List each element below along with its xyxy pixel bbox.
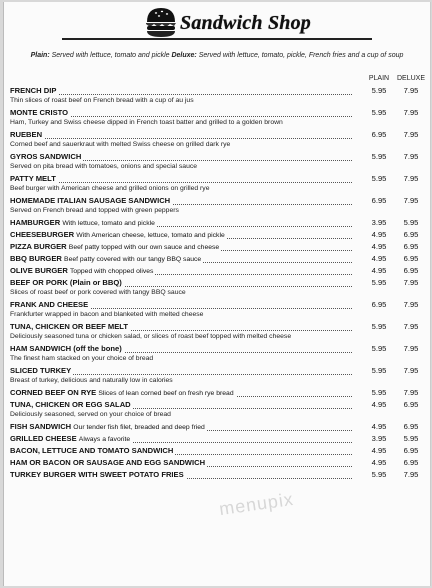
menu-item-title: GYROS SANDWICH: [10, 152, 82, 161]
price-deluxe: 7.95: [403, 344, 419, 353]
menu-item-row: [10, 174, 424, 185]
menu-item-row: [10, 434, 424, 445]
column-header-plain: PLAIN: [368, 75, 390, 82]
price-deluxe: 7.95: [403, 470, 419, 479]
price-plain: 5.95: [371, 174, 387, 183]
menu-item-title: MONTE CRISTO: [10, 108, 69, 117]
menu-item-description: Slices of roast beef or pork covered with tangy BBQ sauce: [10, 289, 186, 296]
menu-item-inline-description: Beef patty covered with our tangy BBQ sauce: [64, 256, 202, 263]
menu-item-row: [10, 254, 424, 265]
menu-item-title: RUEBEN: [10, 130, 43, 139]
menu-item-name: [10, 130, 44, 139]
serving-note: [4, 52, 430, 59]
price-plain: 4.95: [371, 458, 387, 467]
price-plain: 5.95: [371, 108, 387, 117]
price-deluxe: 7.95: [403, 388, 419, 397]
menu-item-name: [10, 458, 207, 467]
price-plain: 4.95: [371, 242, 387, 251]
menu-item-title: CORNED BEEF ON RYE: [10, 388, 97, 397]
price-deluxe: 6.95: [403, 230, 419, 239]
price-deluxe: 7.95: [403, 152, 419, 161]
menu-item-inline-description: Slices of lean corned beef on fresh rye bread: [98, 390, 234, 397]
price-deluxe: 5.95: [403, 218, 419, 227]
price-plain: 4.95: [371, 230, 387, 239]
price-deluxe: 7.95: [403, 196, 419, 205]
menu-item-name: [10, 434, 132, 443]
menu-item-title: OLIVE BURGER: [10, 266, 68, 275]
price-plain: 6.95: [371, 130, 387, 139]
price-deluxe: 7.95: [403, 174, 419, 183]
plain-description: Served with lettuce, tomato and pickle: [49, 52, 172, 59]
menu-item-description: Thin slices of roast beef on French bread with a cup of au jus: [10, 97, 194, 104]
price-deluxe: 6.95: [403, 266, 419, 275]
menu-item-name: [10, 278, 124, 287]
menu-item-row: [10, 196, 424, 207]
menu-item-name: [10, 470, 186, 479]
menu-item-description: Corned beef and sauerkraut with melted Swiss cheese on grilled dark rye: [10, 141, 231, 148]
price-deluxe: 7.95: [403, 366, 419, 375]
menu-item-description: Deliciously seasoned tuna or chicken salad, or slices of roast beef topped with melted cheese: [10, 333, 292, 340]
menu-item-row: [10, 470, 424, 481]
menu-item-name: [10, 108, 70, 117]
page-title: Sandwich Shop: [180, 12, 311, 34]
menu-item-row: [10, 322, 424, 333]
price-deluxe: 7.95: [403, 130, 419, 139]
menu-item-row: [10, 130, 424, 141]
price-deluxe: 5.95: [403, 434, 419, 443]
price-plain: 5.95: [371, 470, 387, 479]
menu-item-title: HAMBURGER: [10, 218, 61, 227]
price-plain: 3.95: [371, 434, 387, 443]
menu-item-title: BACON, LETTUCE AND TOMATO SANDWICH: [10, 446, 174, 455]
deluxe-label: Deluxe:: [171, 52, 197, 59]
price-deluxe: 7.95: [403, 278, 419, 287]
title-underline: [62, 38, 372, 40]
menu-item-row: [10, 152, 424, 163]
menu-item-row: [10, 108, 424, 119]
menu-item-inline-description: With American cheese, lettuce, tomato and pickle: [76, 232, 225, 239]
menu-item-description: Served on French bread and topped with green peppers: [10, 207, 179, 214]
menu-item-row: [10, 300, 424, 311]
menu-item-row: [10, 242, 424, 253]
menu-item-title: FISH SANDWICH: [10, 422, 72, 431]
menu-item-name: [10, 366, 73, 375]
menu-item-row: [10, 344, 424, 355]
menu-item-row: [10, 266, 424, 277]
price-deluxe: 7.95: [403, 108, 419, 117]
price-deluxe: 6.95: [403, 242, 419, 251]
menu-item-title: HAM OR BACON OR SAUSAGE AND EGG SANDWICH: [10, 458, 206, 467]
menu-item-title: PIZZA BURGER: [10, 242, 67, 251]
price-plain: 5.95: [371, 278, 387, 287]
price-plain: 4.95: [371, 446, 387, 455]
menu-item-name: [10, 230, 227, 239]
menu-item-row: [10, 422, 424, 433]
hamburger-icon: [144, 5, 178, 39]
price-plain: 6.95: [371, 196, 387, 205]
price-plain: 3.95: [371, 218, 387, 227]
menu-item-name: [10, 254, 203, 263]
price-plain: 5.95: [371, 344, 387, 353]
watermark: menupix: [217, 488, 296, 520]
price-plain: 6.95: [371, 300, 387, 309]
menu-item-name: [10, 196, 172, 205]
menu-item-description: The finest ham stacked on your choice of bread: [10, 355, 154, 362]
menu-item-title: CHEESEBURGER: [10, 230, 75, 239]
menu-item-name: [10, 86, 58, 95]
menu-item-inline-description: With lettuce, tomato and pickle: [62, 220, 155, 227]
menu-item-description: Beef burger with American cheese and grilled onions on grilled rye: [10, 185, 210, 192]
price-deluxe: 6.95: [403, 422, 419, 431]
price-deluxe: 7.95: [403, 322, 419, 331]
menu-item-title: HOMEMADE ITALIAN SAUSAGE SANDWICH: [10, 196, 171, 205]
menu-page: [3, 2, 431, 586]
menu-item-description: Breast of turkey, delicious and naturally low in calories: [10, 377, 173, 384]
price-deluxe: 6.95: [403, 254, 419, 263]
plain-label: Plain:: [30, 52, 50, 59]
menu-item-name: [10, 422, 207, 431]
price-deluxe: 6.95: [403, 400, 419, 409]
menu-item-row: [10, 388, 424, 399]
menu-item-description: Frankfurter wrapped in bacon and blanketed with melted cheese: [10, 311, 204, 318]
menu-item-title: GRILLED CHEESE: [10, 434, 77, 443]
price-deluxe: 6.95: [403, 458, 419, 467]
menu-item-title: PATTY MELT: [10, 174, 56, 183]
menu-item-name: [10, 218, 157, 227]
price-plain: 5.95: [371, 322, 387, 331]
menu-item-name: [10, 446, 175, 455]
menu-item-title: TUNA, CHICKEN OR BEEF MELT: [10, 322, 128, 331]
menu-item-row: [10, 218, 424, 229]
menu-item-title: FRANK AND CHEESE: [10, 300, 89, 309]
price-plain: 4.95: [371, 422, 387, 431]
dot-leader: [10, 182, 352, 183]
price-plain: 5.95: [371, 86, 387, 95]
menu-item-inline-description: Our tender fish filet, breaded and deep fried: [73, 424, 205, 431]
menu-item-description: Deliciously seasoned, served on your choice of bread: [10, 411, 171, 418]
menu-item-inline-description: Topped with chopped olives: [69, 268, 154, 275]
menu-item-title: BEEF OR PORK (Plain or BBQ): [10, 278, 122, 287]
menu-item-inline-description: Beef patty topped with our own sauce and cheese: [68, 244, 220, 251]
price-plain: 4.95: [371, 266, 387, 275]
price-plain: 5.95: [371, 366, 387, 375]
price-deluxe: 7.95: [403, 300, 419, 309]
menu-item-row: [10, 278, 424, 289]
menu-item-row: [10, 366, 424, 377]
menu-item-description: Ham, Turkey and Swiss cheese dipped in French toast batter and grilled to a golden brown: [10, 119, 283, 126]
menu-item-name: [10, 266, 155, 275]
dot-leader: [10, 138, 352, 139]
menu-item-title: SLICED TURKEY: [10, 366, 72, 375]
menu-item-title: HAM SANDWICH (off the bone): [10, 344, 122, 353]
menu-item-name: [10, 388, 236, 397]
deluxe-description: Served with lettuce, tomato, pickle, French fries and a cup of soup: [196, 52, 404, 59]
dot-leader: [10, 94, 352, 95]
menu-item-title: TUNA, CHICKEN OR EGG SALAD: [10, 400, 131, 409]
price-deluxe: 6.95: [403, 446, 419, 455]
price-plain: 4.95: [371, 254, 387, 263]
menu-item-title: TURKEY BURGER WITH SWEET POTATO FRIES: [10, 470, 184, 479]
menu-item-row: [10, 230, 424, 241]
menu-item-row: [10, 458, 424, 469]
menu-item-row: [10, 446, 424, 457]
menu-item-row: [10, 400, 424, 411]
price-deluxe: 7.95: [403, 86, 419, 95]
price-plain: 5.95: [371, 388, 387, 397]
menu-item-title: FRENCH DIP: [10, 86, 57, 95]
menu-header: [4, 2, 430, 44]
price-plain: 4.95: [371, 400, 387, 409]
menu-item-name: [10, 300, 90, 309]
menu-item-name: [10, 174, 58, 183]
menu-item-name: [10, 242, 221, 251]
price-plain: 5.95: [371, 152, 387, 161]
column-header-deluxe: DELUXE: [396, 75, 425, 82]
menu-item-inline-description: Always a favorite: [78, 436, 131, 443]
menu-item-name: [10, 322, 130, 331]
menu-item-description: Served on pita bread with tomatoes, onions and special sauce: [10, 163, 198, 170]
menu-item-title: BBQ BURGER: [10, 254, 62, 263]
menu-item-name: [10, 152, 83, 161]
menu-item-name: [10, 400, 133, 409]
menu-item-row: [10, 86, 424, 97]
menu-item-name: [10, 344, 124, 353]
